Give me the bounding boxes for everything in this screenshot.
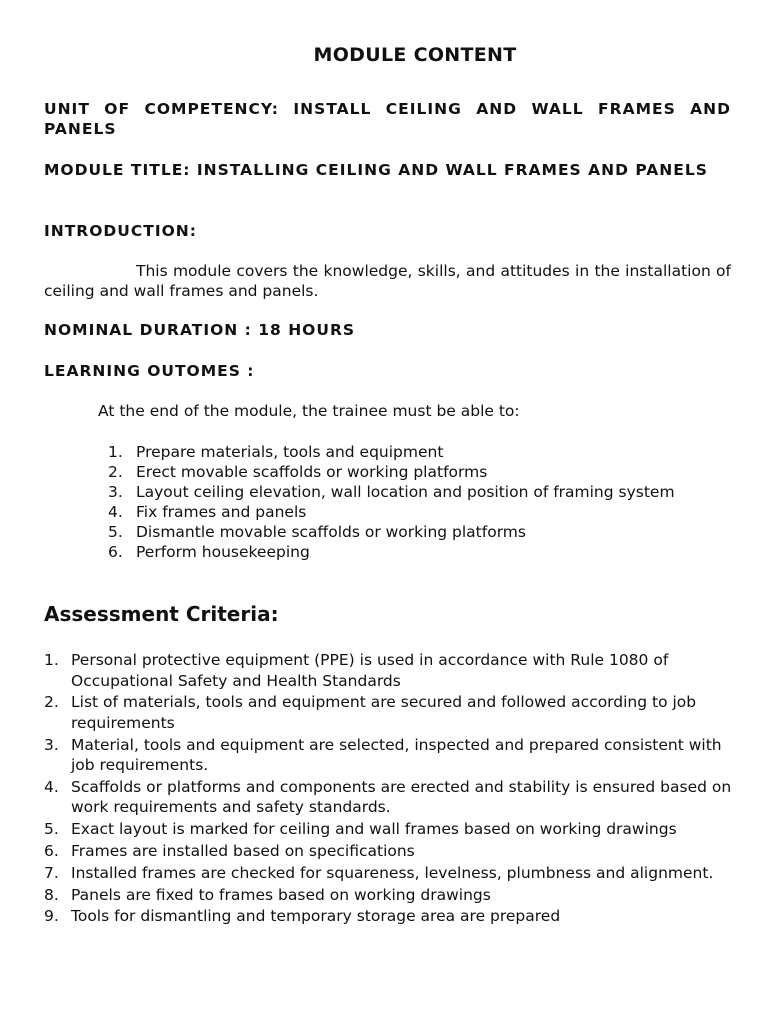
learning-outcome-item-text: Perform housekeeping	[136, 543, 310, 561]
learning-outcome-item-text: Fix frames and panels	[136, 503, 307, 521]
assessment-criterion-item-text: Frames are installed based on specifications	[71, 841, 415, 860]
introduction-paragraph	[44, 261, 731, 301]
assessment-criterion-item-text: Exact layout is marked for ceiling and wall frames based on working drawings	[71, 820, 677, 839]
assessment-criteria-list	[44, 650, 744, 928]
learning-outcome-item-text: Prepare materials, tools and equipment	[136, 443, 444, 461]
assessment-criterion-item-text: Material, tools and equipment are selected, inspected and prepared consistent with job requirements.	[71, 735, 722, 775]
learning-outcome-item	[108, 462, 728, 482]
learning-outcomes-lead: At the end of the module, the trainee must be able to:	[98, 402, 520, 420]
assessment-criterion-item-text: Personal protective equipment (PPE) is used in accordance with Rule 1080 of Occupational Safety and Health Standards	[71, 651, 669, 690]
page-title: MODULE CONTENT	[313, 44, 517, 66]
assessment-criterion-item-text: Panels are fixed to frames based on working drawings	[71, 885, 491, 904]
assessment-criterion-item-number: 3.	[44, 735, 59, 754]
introduction-heading: INTRODUCTION:	[44, 222, 197, 240]
assessment-criterion-item-number: 9.	[44, 907, 59, 926]
module-title: MODULE TITLE: INSTALLING CEILING AND WALL FRAMES AND PANELS	[44, 161, 708, 179]
learning-outcome-item-number: 6.	[108, 543, 123, 561]
nominal-duration: NOMINAL DURATION : 18 HOURS	[44, 321, 356, 339]
assessment-criterion-item-text: List of materials, tools and equipment are secured and followed according to job requirements	[71, 693, 697, 732]
unit-of-competency: UNIT OF COMPETENCY: INSTALL CEILING AND WALL FRAMES AND PANELS	[44, 100, 731, 138]
assessment-criterion-item-text: Scaffolds or platforms and components are erected and stability is ensured based on work requirements and safety standards.	[71, 777, 732, 817]
introduction-text: This module covers the knowledge, skills, and attitudes in the installation of ceiling and wall frames and panels.	[44, 262, 731, 300]
assessment-criterion-item-number: 8.	[44, 885, 59, 904]
assessment-criterion-item-number: 5.	[44, 820, 59, 839]
learning-outcome-item	[108, 442, 728, 462]
assessment-criterion-item-number: 2.	[44, 693, 59, 712]
assessment-criterion-item	[44, 819, 744, 840]
assessment-criterion-item-number: 6.	[44, 841, 59, 860]
learning-outcome-item-number: 2.	[108, 463, 123, 481]
assessment-criterion-item-text: Tools for dismantling and temporary storage area are prepared	[71, 907, 561, 926]
learning-outcome-item	[108, 482, 728, 502]
learning-outcome-item	[108, 522, 728, 542]
assessment-criterion-item	[44, 692, 744, 733]
learning-outcome-item	[108, 502, 728, 522]
learning-outcome-item-number: 1.	[108, 443, 123, 461]
learning-outcome-item-text: Layout ceiling elevation, wall location and position of framing system	[136, 483, 675, 501]
assessment-criterion-item-text: Installed frames are checked for squareness, levelness, plumbness and alignment.	[71, 863, 714, 882]
learning-outcomes-list	[108, 442, 728, 562]
assessment-criterion-item-number: 1.	[44, 651, 59, 669]
assessment-criterion-item	[44, 885, 744, 906]
learning-outcome-item-number: 3.	[108, 483, 123, 501]
learning-outcome-item	[108, 542, 728, 562]
assessment-criterion-item-number: 4.	[44, 777, 59, 796]
assessment-criterion-item	[44, 650, 744, 691]
learning-outcome-item-number: 5.	[108, 523, 123, 541]
assessment-criterion-item-number: 7.	[44, 863, 59, 882]
assessment-criterion-item	[44, 841, 744, 862]
assessment-criterion-item	[44, 735, 744, 776]
assessment-criterion-item	[44, 777, 744, 818]
assessment-criteria-heading: Assessment Criteria:	[44, 602, 279, 626]
learning-outcomes-heading: LEARNING OUTOMES :	[44, 362, 255, 380]
assessment-criterion-item	[44, 863, 744, 884]
learning-outcome-item-number: 4.	[108, 503, 123, 521]
learning-outcome-item-text: Dismantle movable scaffolds or working platforms	[136, 523, 526, 541]
learning-outcome-item-text: Erect movable scaffolds or working platforms	[136, 463, 488, 481]
assessment-criterion-item	[44, 906, 744, 927]
